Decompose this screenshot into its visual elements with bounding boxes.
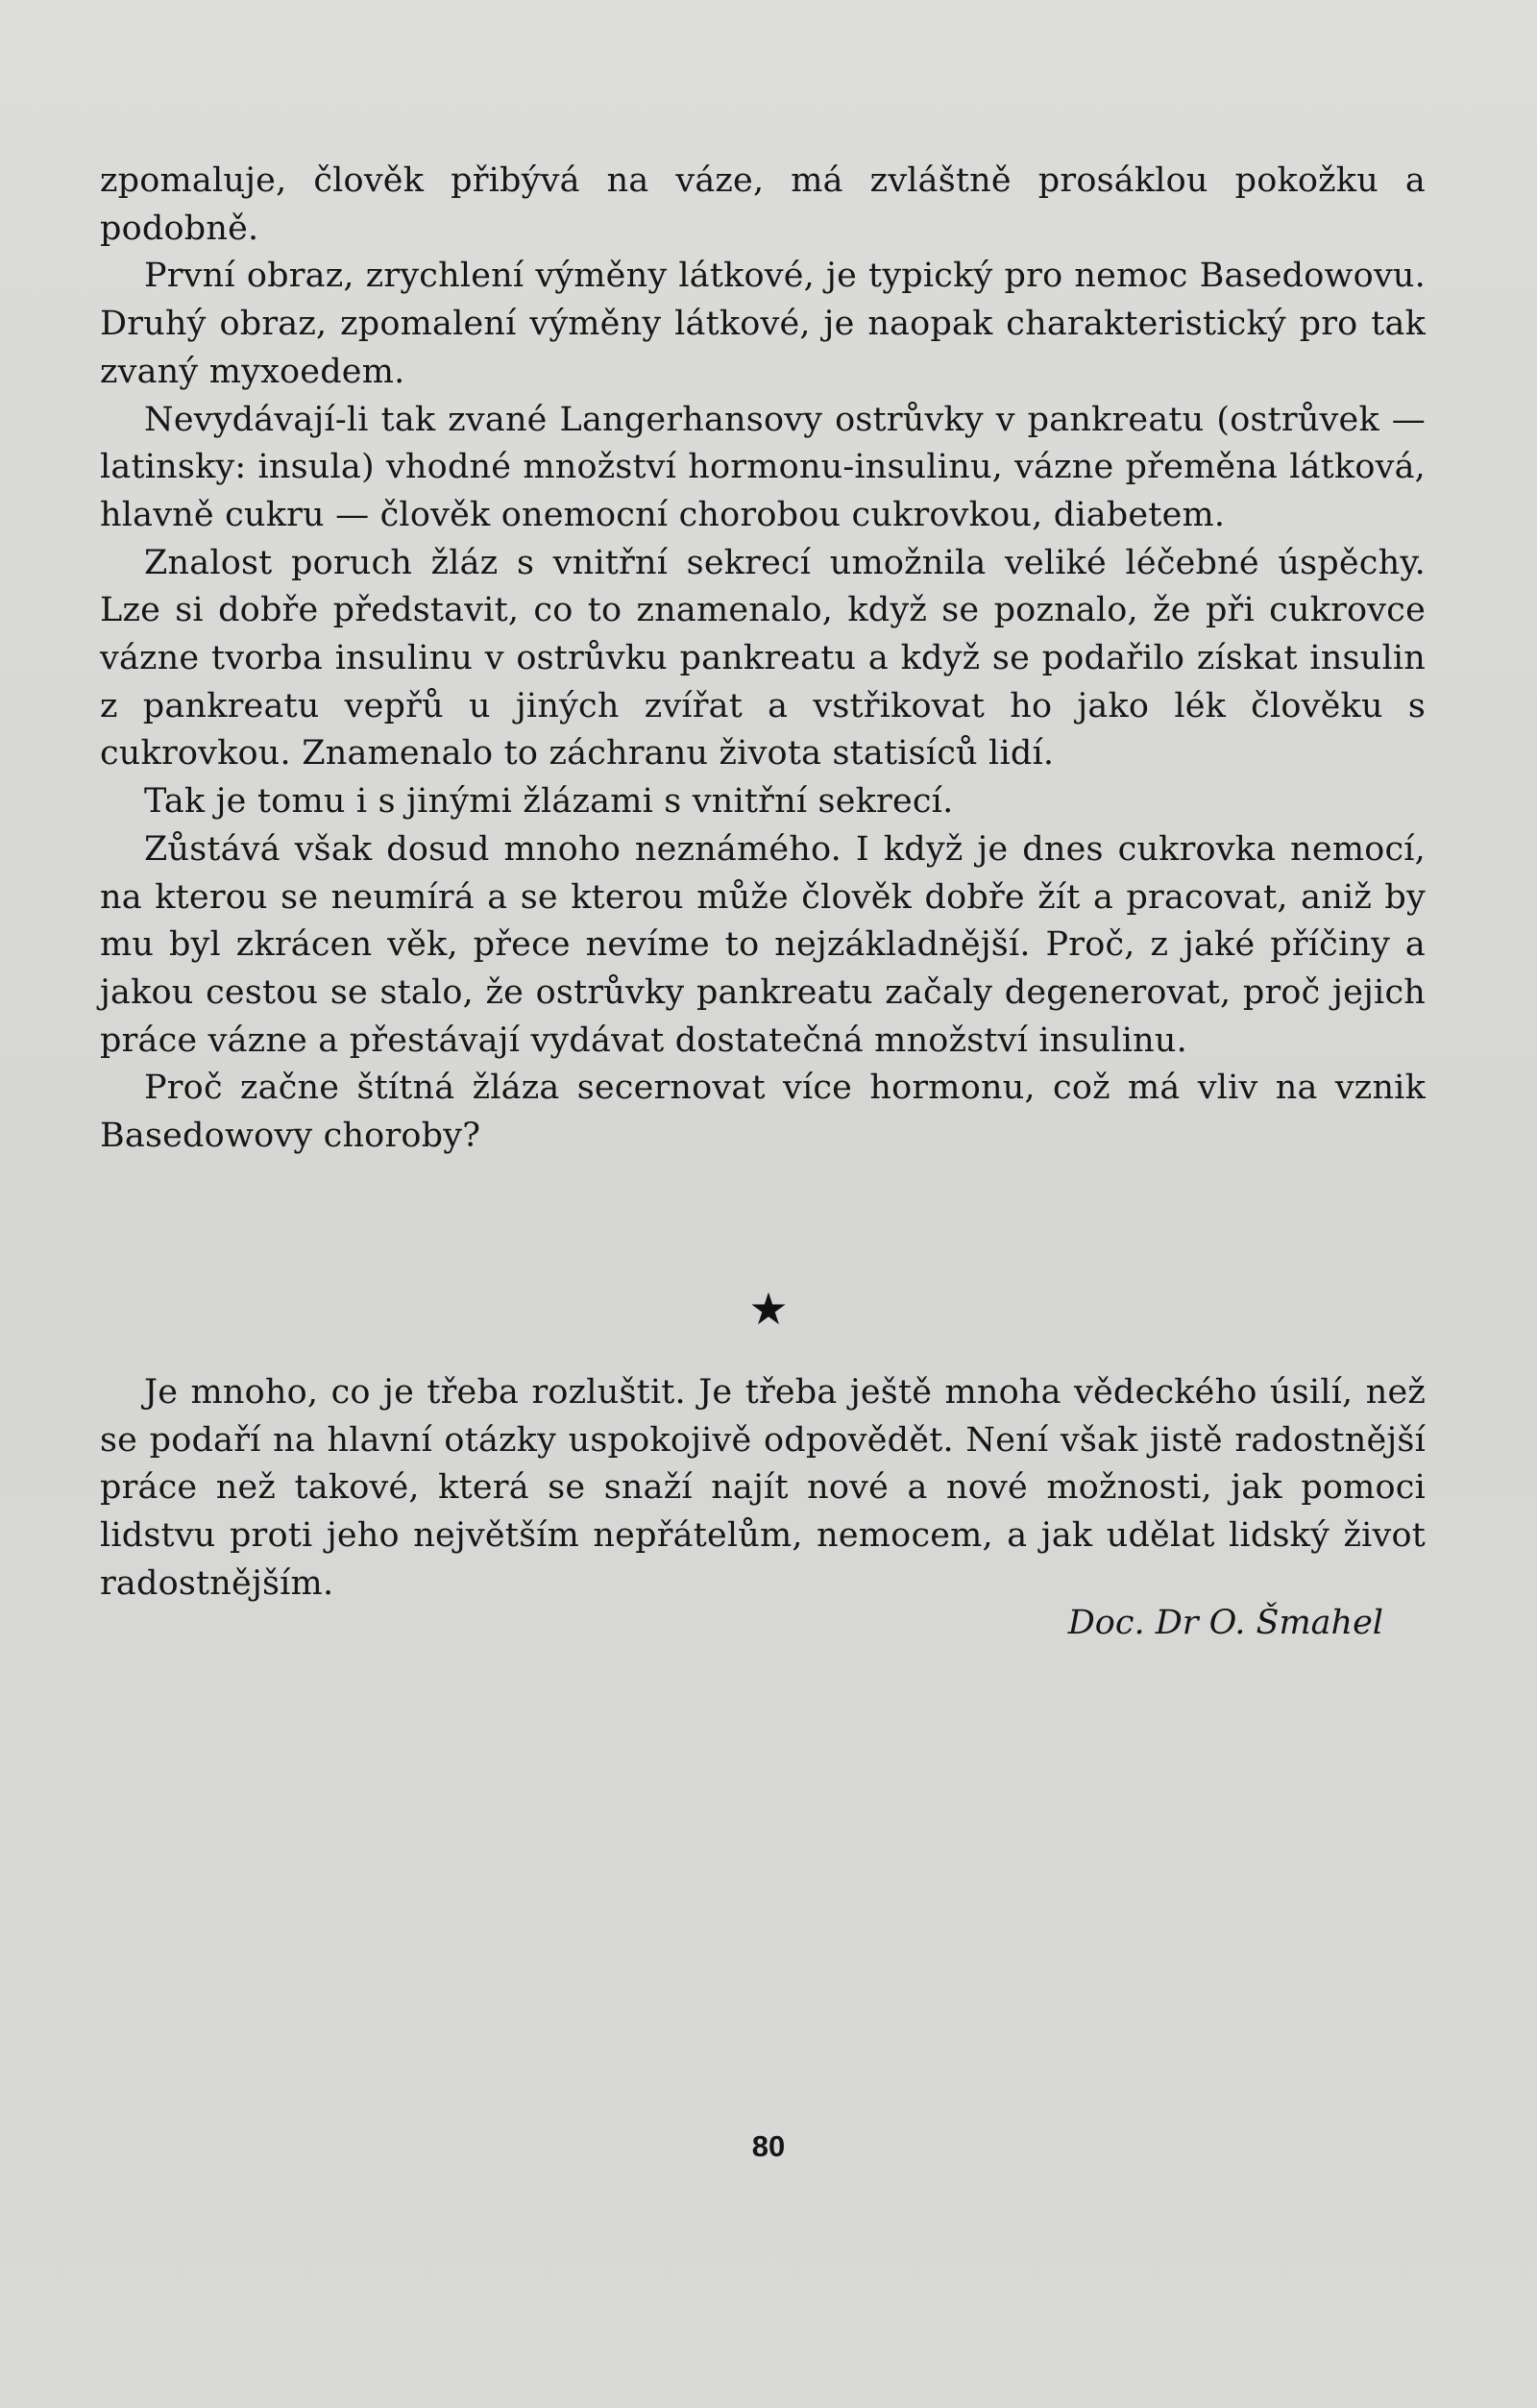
paragraph-other-glands: Tak je tomu i s jinými žlázami s vnitřní sekrecí. <box>144 782 954 822</box>
main-text <box>100 158 1426 1161</box>
paragraph-thyroid-question: Proč začne štítná žláza secernovat více hormonu, což má vliv na vznik Basedowovy choroby? <box>100 1069 1426 1156</box>
author-signature: Doc. Dr O. Šmahel <box>1067 1604 1383 1642</box>
paragraph-continuation: zpomaluje, člověk přibývá na váze, má zvláštně prosáklou pokožku a podobně. <box>100 161 1426 248</box>
paragraph-closing: Je mnoho, co je třeba rozluštit. Je třeba ještě mnoha vědeckého úsilí, než se podaří na hlavní otázky uspokojivě odpovědět. Není však jistě radostnější práce než takové, která se snaží najít nové a nové možnosti, jak pomoci lidstvu proti jeho největším nepřátelům, nemocem, a jak udělat lidský život radostnějším. <box>100 1373 1426 1603</box>
page-number: 80 <box>751 2129 786 2163</box>
closing-text <box>100 1369 1426 1609</box>
star-separator-icon: ★ <box>748 1283 789 1335</box>
paragraph-langerhans: Nevydávají-li tak zvané Langerhansovy ostrůvky v pankreatu (ostrůvek — latinsky: insula) vhodné množství hormonu-insulinu, vázne přeměna látková, hlavně cukru — člověk onemocní chorobou cukrovkou, diabetem. <box>100 400 1426 534</box>
paragraph-unknowns: Zůstává však dosud mnoho neznámého. I když je dnes cukrovka nemocí, na kterou se neumírá a se kterou může člověk dobře žít a pracovat, aniž by mu byl zkrácen věk, přece nevíme to nejzákladnější. Proč, z jaké příčiny a jakou cestou se stalo, že ostrůvky pankreatu začaly degenerovat, proč jejich práce vázne a přestávají vydávat dostatečná množství insulinu. <box>100 829 1426 1060</box>
paragraph-treatment: Znalost poruch žláz s vnitřní sekrecí umožnila veliké léčebné úspěchy. Lze si dobře představit, co to znamenalo, když se poznalo, že při cukrovce vázne tvorba insulinu v ostrůvku pankreatu a když se podařilo získat insulin z pankreatu vepřů u jiných zvířat a vstřikovat ho jako lék člověku s cukrovkou. Znamenalo to záchranu života statisíců lidí. <box>100 543 1426 774</box>
paragraph-basedow: První obraz, zrychlení výměny látkové, je typický pro nemoc Basedowovu. Druhý obraz, zpomalení výměny látkové, je naopak charakteristický pro tak zvaný myxoedem. <box>100 257 1426 391</box>
